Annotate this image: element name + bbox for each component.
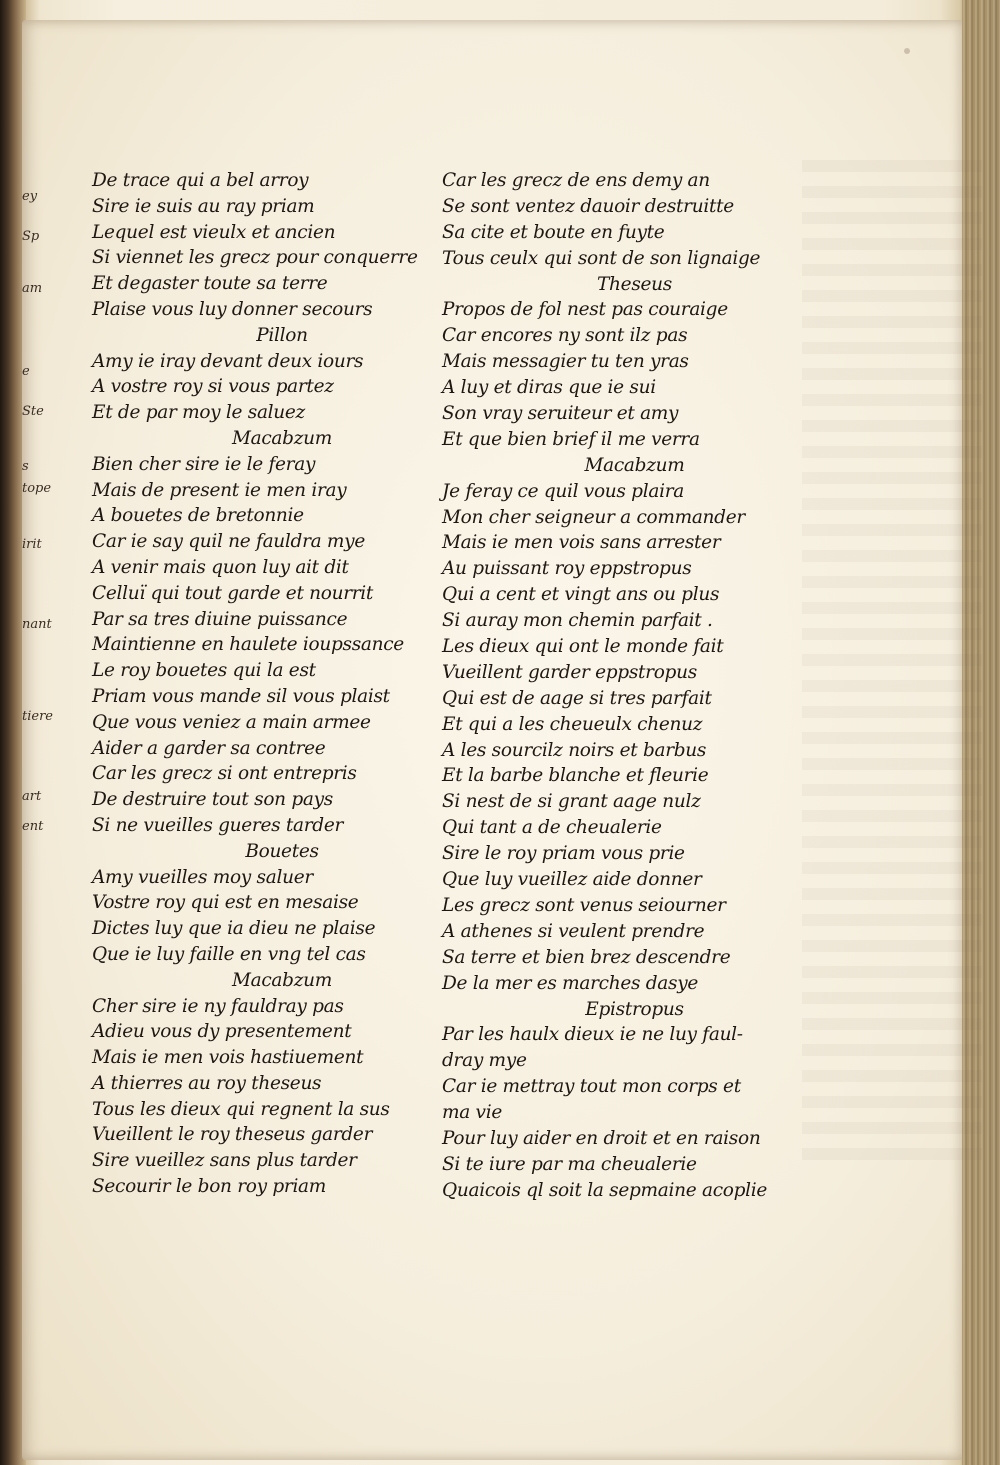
verse-line: Cher sire ie ny fauldray pas (92, 995, 344, 1017)
speaker-name: Theseus (597, 273, 672, 295)
verse-line: Vueillent garder eppstropus (442, 661, 697, 683)
verse-line: Car les grecz de ens demy an (442, 170, 710, 191)
verse-line: Si te iure par ma cheualerie (442, 1153, 697, 1175)
speaker-name: Pillon (256, 324, 308, 346)
verse-line: Par les haulx dieux ie ne luy faul- (442, 1024, 743, 1046)
verse-line: Mais messagier tu ten yras (442, 351, 689, 373)
verse-line: Quaicois ql soit la sepmaine acoplie (442, 1179, 768, 1201)
verse-line: Si ne vueilles gueres tarder (92, 814, 344, 836)
verse-line: Mon cher seigneur a commander (442, 506, 745, 528)
verse-line: Car ie mettray tout mon corps et (442, 1076, 741, 1098)
margin-text-fragment: Sp (22, 229, 40, 244)
left-text-column (92, 168, 452, 1200)
verse-line: Sa terre et bien brez descendre (442, 946, 731, 968)
verse-line: Amy vueilles moy saluer (92, 866, 313, 888)
verse-line: Vueillent le roy theseus garder (92, 1124, 373, 1146)
margin-text-fragment: ent (22, 819, 44, 834)
verse-line: Et qui a les cheueulx chenuz (442, 713, 703, 735)
speaker-name: Macabzum (231, 969, 332, 991)
verse-line: Qui est de aage si tres parfait (442, 687, 712, 709)
verse-line: Mais ie men vois sans arrester (442, 532, 721, 554)
verse-line: De la mer es marches dasye (442, 972, 699, 994)
margin-text-fragment: tope (22, 481, 52, 496)
verse-line: ma vie (442, 1102, 502, 1124)
verse-line: Pour luy aider en droit et en raison (442, 1127, 761, 1149)
verse-line: Mais de present ie men iray (92, 479, 347, 501)
margin-text-fragment: am (22, 281, 43, 296)
verse-line: A les sourcilz noirs et barbus (442, 739, 707, 761)
margin-text-fragment: nant (22, 617, 52, 632)
verse-line: Qui tant a de cheualerie (442, 817, 662, 839)
margin-text-fragment: tiere (22, 709, 53, 724)
verse-line: Plaise vous luy donner secours (92, 298, 373, 320)
verse-line: Aider a garder sa contree (92, 737, 326, 759)
margin-text-fragment: ey (22, 189, 38, 204)
verse-line: Sa cite et boute en fuyte (442, 221, 665, 243)
verse-line: Et de par moy le saluez (92, 402, 305, 424)
verse-line: Sire ie suis au ray priam (92, 195, 315, 217)
verse-line: Sire vueillez sans plus tarder (92, 1150, 357, 1172)
verse-line: Propos de fol nest pas couraige (442, 299, 728, 321)
verse-line: Je feray ce quil vous plaira (442, 480, 684, 502)
verse-line: Qui a cent et vingt ans ou plus (442, 584, 720, 606)
verse-line: Se sont ventez dauoir destruitte (442, 195, 734, 217)
verse-line: Priam vous mande sil vous plaist (92, 685, 390, 707)
verse-line: Mais ie men vois hastiuement (92, 1047, 364, 1069)
verse-line: Les grecz sont venus seiourner (442, 894, 726, 916)
verse-line: A bouetes de bretonnie (92, 505, 304, 527)
verse-line: Amy ie iray devant deux iours (92, 350, 364, 372)
margin-text-fragment: irit (22, 537, 42, 552)
verse-line: Que ie luy faille en vng tel cas (92, 943, 366, 965)
speaker-name: Macabzum (584, 454, 685, 476)
verse-line: A thierres au roy theseus (92, 1072, 322, 1094)
book-page (22, 20, 962, 1460)
verse-line: Par sa tres diuine puissance (92, 608, 348, 630)
verse-line: Car ie say quil ne fauldra mye (92, 531, 365, 553)
margin-text-fragment: Ste (22, 404, 44, 419)
verse-line: Secourir le bon roy priam (92, 1176, 327, 1198)
page-mark (904, 48, 910, 54)
show-through-text (802, 160, 982, 1160)
speaker-name: Macabzum (231, 427, 332, 449)
verse-line: Les dieux qui ont le monde fait (442, 636, 724, 658)
verse-line: De trace qui a bel arroy (92, 170, 309, 191)
verse-line: De destruire tout son pays (92, 789, 333, 811)
verse-line: Car encores ny sont ilz pas (442, 325, 688, 347)
verse-line: Vostre roy qui est en mesaise (92, 892, 359, 914)
verse-line: Et la barbe blanche et fleurie (442, 765, 709, 787)
verse-line: Et degaster toute sa terre (92, 273, 328, 295)
speaker-name: Bouetes (245, 840, 319, 862)
margin-text-fragment: e (22, 364, 30, 379)
verse-line: Si viennet les grecz pour conquerre (92, 247, 418, 269)
verse-line: A vostre roy si vous partez (92, 376, 334, 398)
verse-line: Maintienne en haulete ioupssance (92, 634, 404, 656)
verse-line: Bien cher sire ie le feray (92, 453, 316, 475)
verse-line: dray mye (442, 1050, 527, 1072)
verse-line: Sire le roy priam vous prie (442, 843, 685, 865)
verse-line: Et que bien brief il me verra (442, 428, 700, 450)
verse-line: Son vray seruiteur et amy (442, 403, 679, 425)
verse-line: Dictes luy que ia dieu ne plaise (92, 918, 376, 940)
verse-line: A athenes si veulent prendre (442, 920, 705, 942)
verse-line: A venir mais quon luy ait dit (92, 556, 349, 578)
verse-line: Au puissant roy eppstropus (442, 558, 692, 580)
margin-text-fragment: s (22, 459, 29, 474)
verse-line: Si nest de si grant aage nulz (442, 791, 701, 813)
verse-line: Celluï qui tout garde et nourrit (92, 582, 374, 604)
speaker-name: Epistropus (585, 998, 684, 1020)
verse-line: Tous les dieux qui regnent la sus (92, 1098, 390, 1120)
verse-line: Que luy vueillez aide donner (442, 869, 702, 891)
verse-line: Le roy bouetes qui la est (92, 660, 316, 682)
margin-text-fragment: art (22, 789, 42, 804)
right-text-column (442, 168, 807, 1204)
verse-line: Si auray mon chemin parfait . (442, 610, 713, 632)
verse-line: A luy et diras que ie sui (442, 377, 656, 399)
verse-line: Car les grecz si ont entrepris (92, 763, 357, 785)
verse-line: Tous ceulx qui sont de son lignaige (442, 247, 761, 269)
verse-line: Lequel est vieulx et ancien (92, 221, 336, 243)
verse-line: Adieu vous dy presentement (92, 1021, 352, 1043)
verse-line: Que vous veniez a main armee (92, 711, 371, 733)
